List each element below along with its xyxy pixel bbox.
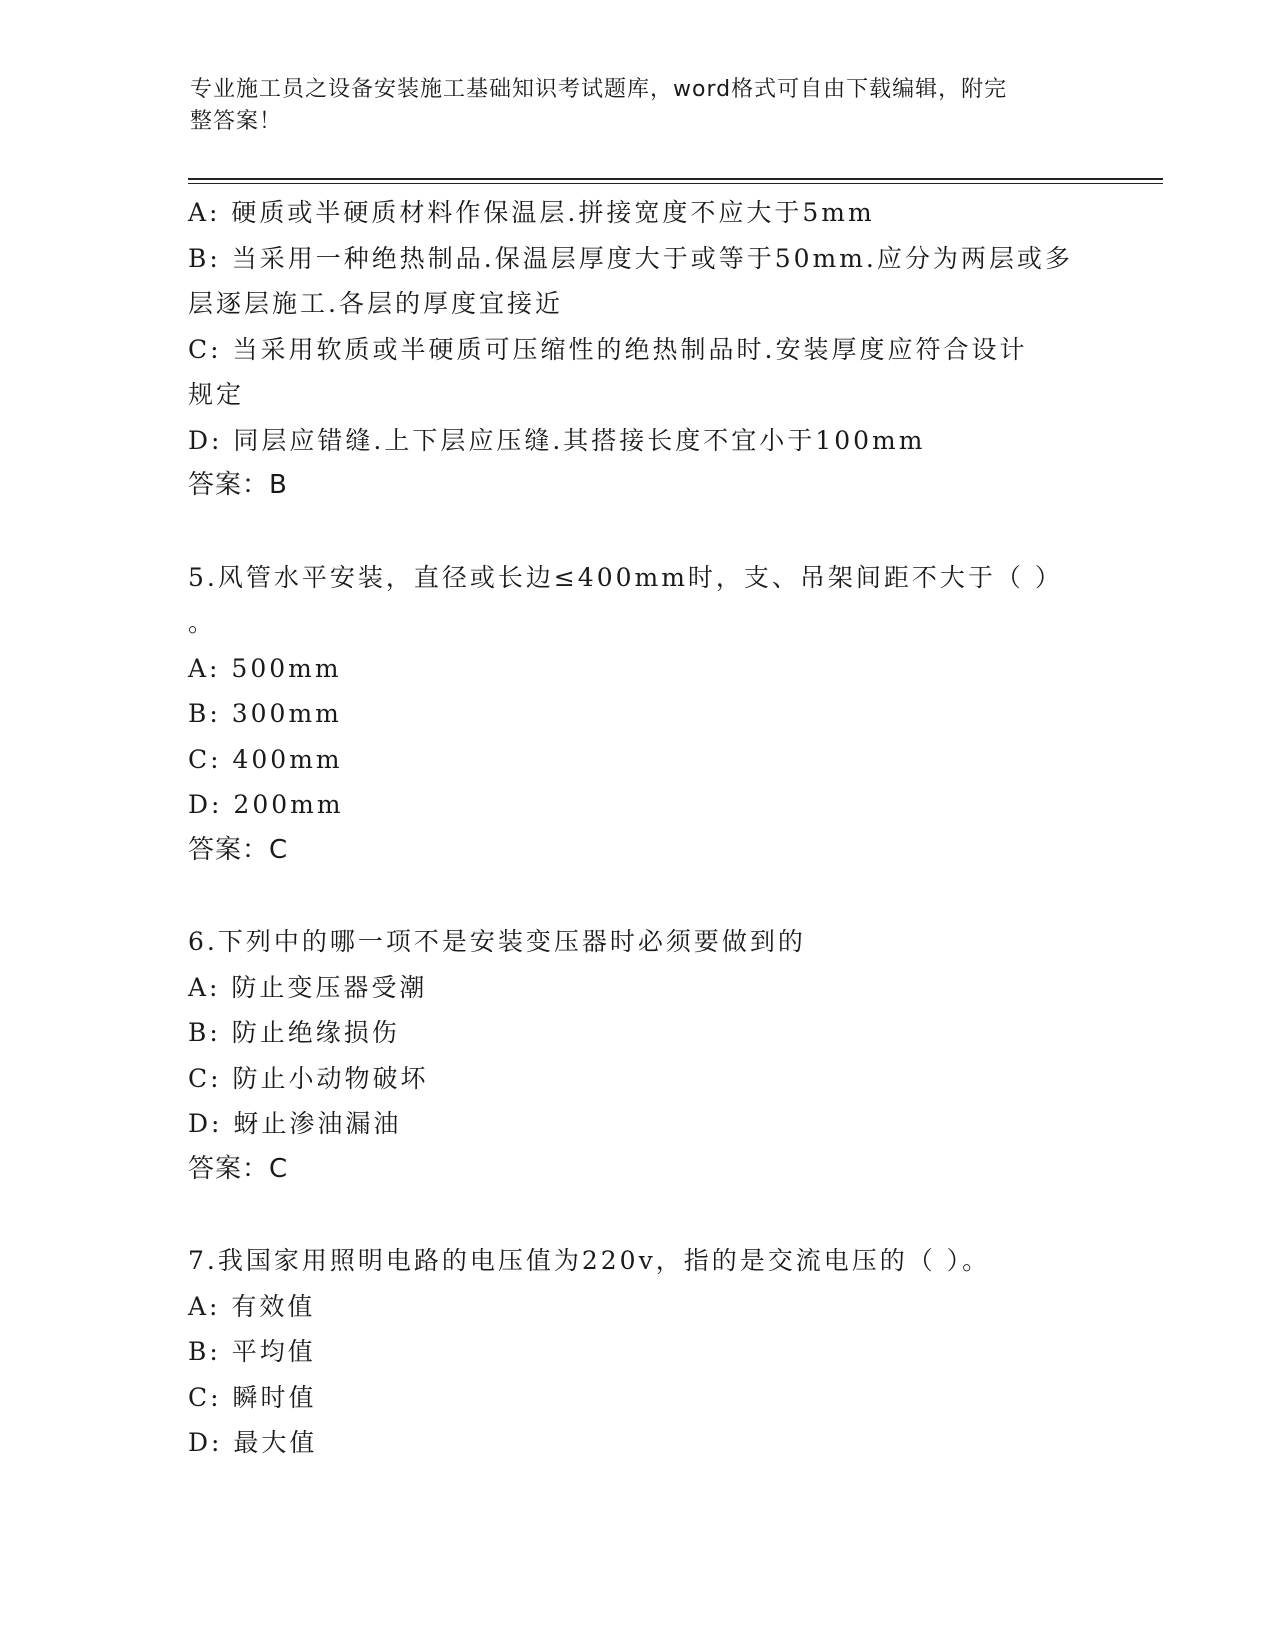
document-header bbox=[190, 74, 1090, 138]
header-rule-thin bbox=[188, 183, 1163, 184]
spacer bbox=[188, 873, 1108, 919]
question-list bbox=[188, 190, 1108, 1466]
question-stem: 6.下列中的哪一项不是安装变压器时必须要做到的 bbox=[188, 927, 806, 956]
question-6 bbox=[188, 919, 1108, 1192]
header-line-2: 整答案！ bbox=[190, 109, 283, 134]
option-a: A: 硬质或半硬质材料作保温层.拼接宽度不应大于5mm bbox=[188, 198, 875, 227]
option-c-line-1: C: 当采用软质或半硬质可压缩性的绝热制品时.安装厚度应符合设计 bbox=[188, 334, 1028, 364]
answer: 答案：C bbox=[188, 1153, 289, 1184]
question-5 bbox=[188, 555, 1108, 874]
option-b: B: 防止绝缘损伤 bbox=[188, 1018, 400, 1047]
option-c: C: 400mm bbox=[188, 744, 343, 774]
spacer bbox=[188, 509, 1108, 555]
option-d: D: 200mm bbox=[188, 790, 344, 819]
option-a: A: 500mm bbox=[188, 653, 342, 683]
header-line-1: 专业施工员之设备安装施工基础知识考试题库，word格式可自由下载编辑，附完 bbox=[190, 77, 1008, 102]
question-4 bbox=[188, 190, 1108, 509]
option-d: D: 同层应错缝.上下层应压缝.其搭接长度不宜小于100mm bbox=[188, 425, 926, 455]
option-a: A: 有效值 bbox=[188, 1291, 316, 1321]
option-b: B: 300mm bbox=[188, 699, 342, 728]
option-c-line-2: 规定 bbox=[188, 380, 245, 409]
answer: 答案：C bbox=[188, 834, 289, 865]
answer: 答案：B bbox=[188, 470, 288, 500]
question-stem: 7.我国家用照明电路的电压值为220v，指的是交流电压的（ ）。 bbox=[188, 1246, 991, 1275]
option-b-line-2: 层逐层施工.各层的厚度宜接近 bbox=[188, 289, 563, 318]
option-c: C: 防止小动物破坏 bbox=[188, 1063, 429, 1093]
option-d: D: 蚜止渗油漏油 bbox=[188, 1109, 402, 1138]
option-a: A: 防止变压器受潮 bbox=[188, 972, 428, 1002]
header-rule-thick bbox=[188, 178, 1163, 180]
spacer bbox=[188, 1192, 1108, 1238]
question-7 bbox=[188, 1238, 1108, 1466]
option-c: C: 瞬时值 bbox=[188, 1382, 317, 1412]
question-stem-line-1: 5.风管水平安装，直径或长边≤400mm时，支、吊架间距不大于（ ） bbox=[188, 562, 1063, 592]
option-b: B: 平均值 bbox=[188, 1337, 316, 1366]
option-b-line-1: B: 当采用一种绝热制品.保温层厚度大于或等于50mm.应分为两层或多 bbox=[188, 243, 1073, 273]
option-d: D: 最大值 bbox=[188, 1428, 318, 1457]
question-stem-line-2: 。 bbox=[188, 608, 217, 637]
